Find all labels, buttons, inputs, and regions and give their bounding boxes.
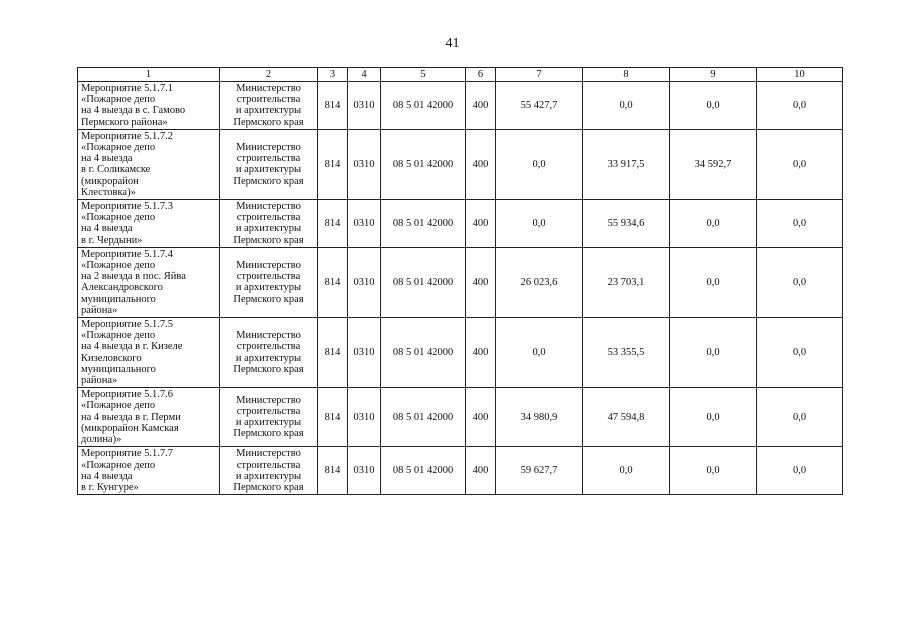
expense-type-cell: 400 <box>466 388 496 447</box>
column-header: 9 <box>670 68 757 82</box>
page-number: 41 <box>445 36 460 51</box>
amount-cell: 53 355,5 <box>583 318 670 388</box>
amount-cell: 0,0 <box>757 82 843 130</box>
event-name-cell: Мероприятие 5.1.7.7 «Пожарное депо на 4 выезда в г. Кунгуре» <box>78 447 220 495</box>
table-row <box>78 129 843 199</box>
amount-cell: 0,0 <box>496 129 583 199</box>
amount-cell: 0,0 <box>757 129 843 199</box>
section-code-cell: 0310 <box>348 82 381 130</box>
amount-cell: 0,0 <box>757 200 843 248</box>
target-article-cell: 08 5 01 42000 <box>381 82 466 130</box>
column-header: 6 <box>466 68 496 82</box>
ministry-code-cell: 814 <box>318 447 348 495</box>
target-article-cell: 08 5 01 42000 <box>381 388 466 447</box>
amount-cell: 0,0 <box>757 447 843 495</box>
executor-cell: Министерство строительства и архитектуры Пермского края <box>220 200 318 248</box>
table-row <box>78 247 843 317</box>
amount-cell: 0,0 <box>496 200 583 248</box>
column-header: 1 <box>78 68 220 82</box>
section-code-cell: 0310 <box>348 318 381 388</box>
amount-cell: 47 594,8 <box>583 388 670 447</box>
amount-cell: 34 592,7 <box>670 129 757 199</box>
amount-cell: 0,0 <box>670 447 757 495</box>
section-code-cell: 0310 <box>348 200 381 248</box>
amount-cell: 0,0 <box>670 200 757 248</box>
column-header: 4 <box>348 68 381 82</box>
column-header: 3 <box>318 68 348 82</box>
header-row <box>78 68 843 82</box>
amount-cell: 26 023,6 <box>496 247 583 317</box>
section-code-cell: 0310 <box>348 247 381 317</box>
amount-cell: 0,0 <box>496 318 583 388</box>
event-name-cell: Мероприятие 5.1.7.2 «Пожарное депо на 4 выезда в г. Соликамске (микрорайон Клестовка)» <box>78 129 220 199</box>
amount-cell: 0,0 <box>670 388 757 447</box>
section-code-cell: 0310 <box>348 388 381 447</box>
budget-table <box>77 67 843 495</box>
target-article-cell: 08 5 01 42000 <box>381 200 466 248</box>
event-name-cell: Мероприятие 5.1.7.3 «Пожарное депо на 4 выезда в г. Чердыни» <box>78 200 220 248</box>
table-row <box>78 200 843 248</box>
executor-cell: Министерство строительства и архитектуры Пермского края <box>220 129 318 199</box>
event-name-cell: Мероприятие 5.1.7.4 «Пожарное депо на 2 выезда в пос. Яйва Александровского муниципального района» <box>78 247 220 317</box>
amount-cell: 0,0 <box>670 82 757 130</box>
amount-cell: 0,0 <box>583 447 670 495</box>
expense-type-cell: 400 <box>466 318 496 388</box>
event-name-cell: Мероприятие 5.1.7.5 «Пожарное депо на 4 выезда в г. Кизеле Кизеловского муниципального района» <box>78 318 220 388</box>
column-header: 5 <box>381 68 466 82</box>
amount-cell: 34 980,9 <box>496 388 583 447</box>
table-row <box>78 318 843 388</box>
target-article-cell: 08 5 01 42000 <box>381 247 466 317</box>
amount-cell: 0,0 <box>757 247 843 317</box>
ministry-code-cell: 814 <box>318 247 348 317</box>
executor-cell: Министерство строительства и архитектуры Пермского края <box>220 447 318 495</box>
section-code-cell: 0310 <box>348 447 381 495</box>
amount-cell: 0,0 <box>670 318 757 388</box>
column-header: 10 <box>757 68 843 82</box>
amount-cell: 0,0 <box>757 388 843 447</box>
ministry-code-cell: 814 <box>318 82 348 130</box>
amount-cell: 0,0 <box>757 318 843 388</box>
amount-cell: 0,0 <box>670 247 757 317</box>
table-row <box>78 388 843 447</box>
target-article-cell: 08 5 01 42000 <box>381 129 466 199</box>
ministry-code-cell: 814 <box>318 129 348 199</box>
event-name-cell: Мероприятие 5.1.7.1 «Пожарное депо на 4 выезда в с. Гамово Пермского района» <box>78 82 220 130</box>
ministry-code-cell: 814 <box>318 200 348 248</box>
amount-cell: 55 934,6 <box>583 200 670 248</box>
expense-type-cell: 400 <box>466 447 496 495</box>
table-row <box>78 82 843 130</box>
amount-cell: 33 917,5 <box>583 129 670 199</box>
expense-type-cell: 400 <box>466 247 496 317</box>
target-article-cell: 08 5 01 42000 <box>381 318 466 388</box>
section-code-cell: 0310 <box>348 129 381 199</box>
expense-type-cell: 400 <box>466 82 496 130</box>
expense-type-cell: 400 <box>466 129 496 199</box>
executor-cell: Министерство строительства и архитектуры Пермского края <box>220 388 318 447</box>
expense-type-cell: 400 <box>466 200 496 248</box>
amount-cell: 0,0 <box>583 82 670 130</box>
ministry-code-cell: 814 <box>318 318 348 388</box>
event-name-cell: Мероприятие 5.1.7.6 «Пожарное депо на 4 выезда в г. Перми (микрорайон Камская долина)» <box>78 388 220 447</box>
table-row <box>78 447 843 495</box>
amount-cell: 59 627,7 <box>496 447 583 495</box>
executor-cell: Министерство строительства и архитектуры Пермского края <box>220 318 318 388</box>
column-header: 8 <box>583 68 670 82</box>
executor-cell: Министерство строительства и архитектуры Пермского края <box>220 247 318 317</box>
amount-cell: 23 703,1 <box>583 247 670 317</box>
amount-cell: 55 427,7 <box>496 82 583 130</box>
column-header: 2 <box>220 68 318 82</box>
ministry-code-cell: 814 <box>318 388 348 447</box>
executor-cell: Министерство строительства и архитектуры Пермского края <box>220 82 318 130</box>
column-header: 7 <box>496 68 583 82</box>
target-article-cell: 08 5 01 42000 <box>381 447 466 495</box>
